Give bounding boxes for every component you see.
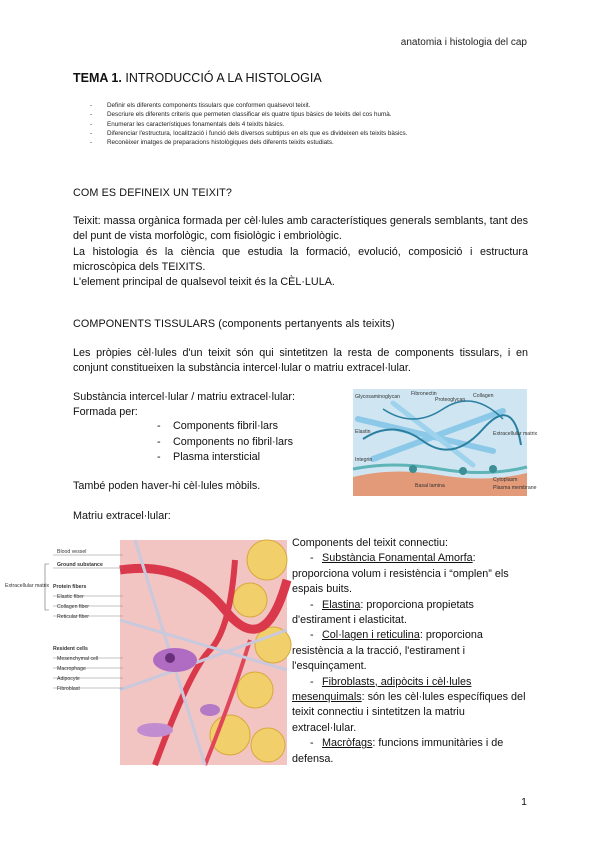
list-item: - Components no fibril·lars <box>157 435 294 448</box>
page-title <box>73 71 322 85</box>
list-item: - Substància Fonamental Amorfa: proporciona volum i resistència i “omplen” els espais buits. <box>292 552 509 596</box>
matrix-components-list <box>157 419 293 466</box>
figure-label: Collagen <box>473 393 494 399</box>
running-header: anatomia i histologia del cap <box>400 37 527 48</box>
figure-label: Resident cells <box>53 646 88 652</box>
matrix-intro: Substància intercel·lular / matriu extracel·lular: Formada per: <box>73 391 296 419</box>
title-text: INTRODUCCIÓ A LA HISTOLOGIA <box>125 71 322 85</box>
list-item: - Fibroblasts, adipòcits i cèl·lules mesenquimals: són les cèl·lules específiques del teixit connectiu i sintetitzen la matriu extracel·lular. <box>292 675 526 734</box>
figure-label: Extracellular matrix <box>493 431 538 437</box>
list-item: - Col·lagen i reticulina: proporciona resistència a la tracció, l'estirament i l'esquinçament. <box>292 629 483 673</box>
figure-label: Protein fibers <box>53 584 87 590</box>
connective-heading: Components del teixit connectiu: <box>292 537 449 549</box>
section-heading-definition: COM ES DEFINEIX UN TEIXIT? <box>73 187 232 199</box>
figure-label: Proteoglycan <box>435 397 466 403</box>
figure-label: Integrin <box>355 457 373 463</box>
mobile-cells-text: També poden haver-hi cèl·lules mòbils. <box>73 480 261 492</box>
section-heading-components: COMPONENTS TISSULARS (components pertanyents als teixits) <box>73 318 395 330</box>
figure-label: Fibroblast <box>57 686 80 692</box>
figure-label: Extracellular matrix <box>5 583 50 589</box>
objectives-list <box>90 101 530 147</box>
figure-label: Glycosaminoglycan <box>355 394 400 400</box>
figure-label: Elastic fiber <box>57 594 84 600</box>
list-item: - Reconèixer imatges de preparacions histològiques dels diferents teixits estudiats. <box>90 139 334 147</box>
list-item: - Enumerar les característiques fonamentals dels 4 teixits bàsics. <box>90 120 285 128</box>
figure-label: Blood vessel <box>57 549 87 555</box>
title-number: TEMA 1. <box>73 71 122 85</box>
cell-text: L'element principal de qualsevol teixit és la CÈL·LULA. <box>73 276 335 289</box>
page-number: 1 <box>521 796 527 808</box>
matrix-figure-caption: Matriu extracel·lular: <box>73 510 171 522</box>
figure-label: Cytoplasm <box>493 477 518 483</box>
figure-label: Fibronectin <box>411 391 437 397</box>
definition-paragraphs <box>73 214 528 290</box>
list-item: - Components fibril·lars <box>157 420 279 432</box>
list-item: - Diferenciar l'estructura, localització i funció dels diversos subtipus en els que es divideixen els teixits bàsics. <box>90 129 408 137</box>
list-item: - Definir els diferents components tissulars que conformen qualsevol teixit. <box>90 102 311 109</box>
figure-label: Ground substance <box>57 562 103 568</box>
list-item: - Elastina: proporciona propietats d'estirament i elasticitat. <box>292 598 474 627</box>
connective-tissue-figure <box>5 540 287 765</box>
figure-label: Adipocyte <box>57 676 80 682</box>
extracellular-matrix-figure <box>353 389 538 496</box>
figure-label: Reticular fiber <box>57 614 90 620</box>
figure-label: Plasma membrane <box>493 485 537 491</box>
figure-label: Basal lamina <box>415 483 445 489</box>
figure-label: Macrophage <box>57 666 86 672</box>
figure-label: Collagen fiber <box>57 604 90 610</box>
histology-text: La histologia és la ciència que estudia la formació, evolució, composició i estructura microscòpica dels TEIXITS. <box>73 245 528 273</box>
figure-label: Mesenchymal cell <box>57 656 99 662</box>
components-paragraph: Les pròpies cèl·lules d'un teixit són qui sintetitzen la resta de components tissulars, i en conjunt constitueixen la substància intercel·lular o matriu extracel·lular. <box>73 347 528 375</box>
list-item: - Descriure els diferents criteris que permeten classificar els quatre tipus bàsics de teixits del cos humà. <box>90 111 392 119</box>
definition-text: Teixit: massa orgànica formada per cèl·lules amb característiques generals semblants, tant des del punt de vista morfològic, com fisiològic i embriològic. <box>73 215 528 243</box>
connective-components <box>292 536 527 767</box>
list-item: - Plasma intersticial <box>157 451 261 463</box>
figure-label: Elastin <box>355 429 371 435</box>
list-item: - Macròfags: funcions immunitàries i de defensa. <box>292 737 504 765</box>
